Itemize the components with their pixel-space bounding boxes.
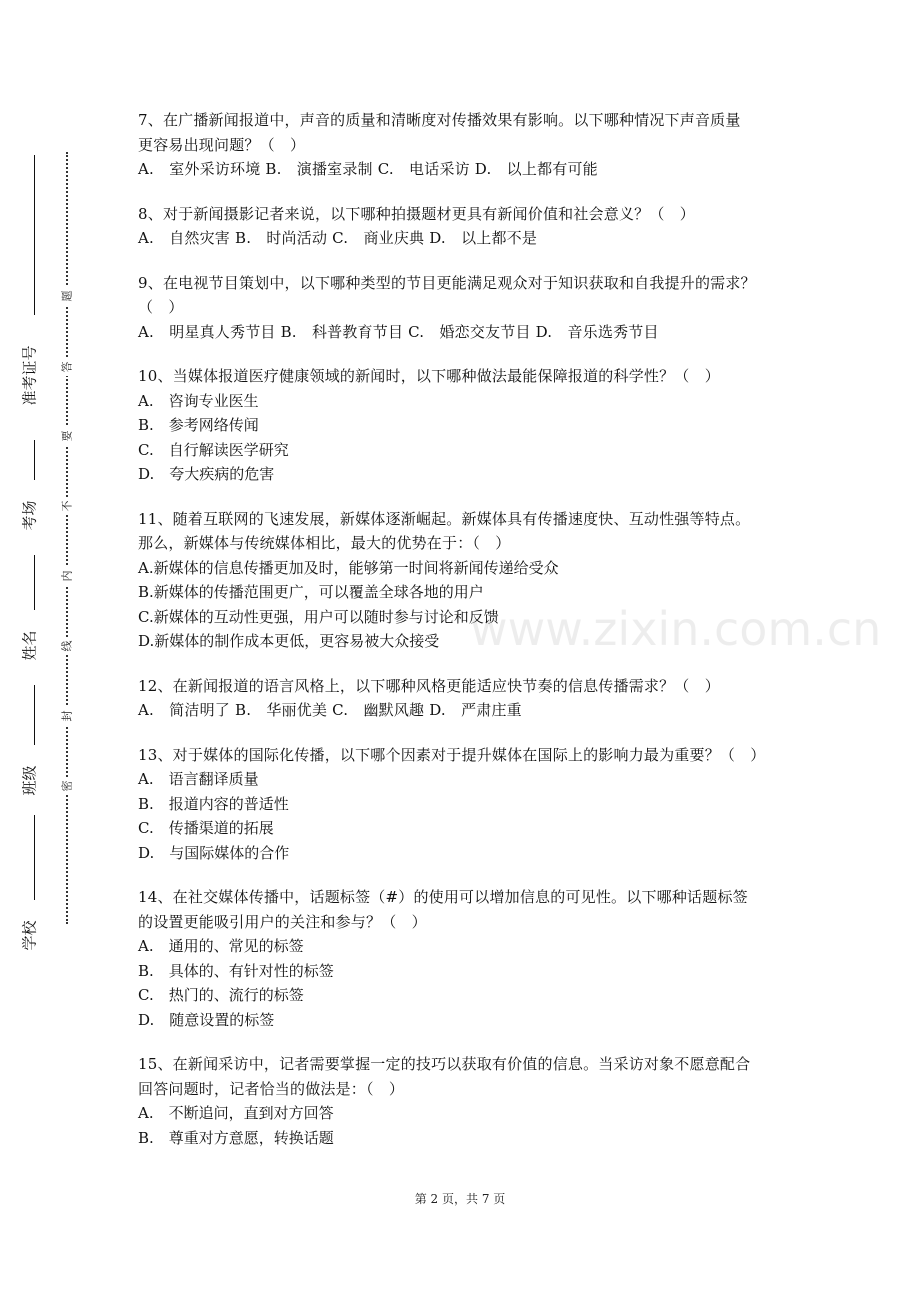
binding-field-exam-room bbox=[10, 485, 48, 545]
option-b: B. 报道内容的普适性 bbox=[138, 794, 289, 813]
question-stem: 14、在社交媒体传播中，话题标签（#）的使用可以增加信息的可见性。以下哪种话题标签 bbox=[138, 888, 748, 906]
question-stem: 更容易出现问题？（ ） bbox=[138, 135, 306, 154]
binding-field-label: 班级 bbox=[20, 764, 39, 796]
option-d: D. 夸大疾病的危害 bbox=[138, 465, 275, 483]
option-c: C.新媒体的互动性更强，用户可以随时参与讨论和反馈 bbox=[138, 607, 499, 626]
binding-field-class bbox=[10, 750, 48, 810]
question-stem: 15、在新闻采访中，记者需要掌握一定的技巧以获取有价值的信息。当采访对象不愿意配合 bbox=[138, 1055, 751, 1073]
question-stem: 那么，新媒体与传统媒体相比，最大的优势在于：（ ） bbox=[138, 534, 511, 552]
binding-field-label: 姓名 bbox=[20, 629, 39, 661]
binding-field-name bbox=[10, 615, 48, 675]
option-d: D. 随意设置的标签 bbox=[138, 1010, 275, 1029]
question-stem: 12、在新闻报道的语言风格上，以下哪种风格更能适应快节奏的信息传播需求？（ ） bbox=[138, 676, 720, 695]
question-11 bbox=[138, 507, 798, 654]
option-a: A. 不断追问，直到对方回答 bbox=[138, 1104, 334, 1122]
question-options: A. 简洁明了 B. 华丽优美 C. 幽默风趣 D. 严肃庄重 bbox=[138, 701, 522, 719]
question-options: A. 自然灾害 B. 时尚活动 C. 商业庆典 D. 以上都不是 bbox=[138, 229, 538, 247]
option-b: B. 具体的、有针对性的标签 bbox=[138, 961, 334, 980]
binding-field-label: 准考证号 bbox=[20, 344, 39, 406]
page-footer: 第 2 页，共 7 页 bbox=[414, 1192, 506, 1206]
seal-dotted-line bbox=[66, 152, 68, 924]
question-stem: 的设置更能吸引用户的关注和参与？（ ） bbox=[138, 912, 427, 931]
question-8 bbox=[138, 202, 798, 251]
seal-char: 密 bbox=[58, 777, 76, 795]
seal-char: 不 bbox=[58, 497, 76, 515]
question-stem: 8、对于新闻摄影记者来说，以下哪种拍摄题材更具有新闻价值和社会意义？（ ） bbox=[138, 204, 695, 223]
option-a: A.新媒体的信息传播更加及时，能够第一时间将新闻传递给受众 bbox=[138, 558, 559, 577]
seal-char: 要 bbox=[58, 427, 76, 445]
question-10 bbox=[138, 364, 798, 487]
question-stem: 10、当媒体报道医疗健康领域的新闻时，以下哪种做法最能保障报道的科学性？（ ） bbox=[138, 367, 720, 385]
binding-field-label: 学校 bbox=[20, 919, 39, 951]
question-13 bbox=[138, 743, 798, 866]
seal-char: 线 bbox=[58, 637, 76, 655]
binding-field-label: 考场 bbox=[20, 499, 39, 531]
question-12 bbox=[138, 674, 798, 723]
option-b: B.新媒体的传播范围更广，可以覆盖全球各地的用户 bbox=[138, 583, 484, 601]
option-a: A. 咨询专业医生 bbox=[138, 391, 259, 410]
seal-char: 封 bbox=[58, 707, 76, 725]
binding-field-exam-number bbox=[10, 320, 48, 430]
watermark: www.zixin.com.cn bbox=[470, 602, 882, 656]
question-stem: 13、对于媒体的国际化传播，以下哪个因素对于提升媒体在国际上的影响力最为重要？（ ） bbox=[138, 745, 766, 764]
question-14 bbox=[138, 885, 798, 1032]
option-b: B. 参考网络传闻 bbox=[138, 416, 259, 434]
question-options: A. 室外采访环境 B. 演播室录制 C. 电话采访 D. 以上都有可能 bbox=[138, 160, 598, 178]
option-c: C. 热门的、流行的标签 bbox=[138, 986, 304, 1004]
question-stem: 回答问题时，记者恰当的做法是：（ ） bbox=[138, 1079, 405, 1098]
seal-char: 答 bbox=[58, 358, 76, 376]
exam-room-underline bbox=[34, 440, 35, 480]
option-a: A. 通用的、常见的标签 bbox=[138, 937, 304, 955]
question-stem: 9、在电视节目策划中，以下哪种类型的节目更能满足观众对于知识获取和自我提升的需求？ bbox=[138, 273, 756, 292]
question-7 bbox=[138, 108, 798, 182]
question-list bbox=[138, 108, 798, 1170]
option-d: D. 与国际媒体的合作 bbox=[138, 843, 290, 862]
option-a: A. 语言翻译质量 bbox=[138, 770, 259, 788]
class-underline bbox=[34, 685, 35, 745]
question-options: A. 明星真人秀节目 B. 科普教育节目 C. 婚恋交友节目 D. 音乐选秀节目 bbox=[138, 322, 659, 341]
question-stem: 7、在广播新闻报道中，声音的质量和清晰度对传播效果有影响。以下哪种情况下声音质量 bbox=[138, 111, 741, 129]
option-c: C. 传播渠道的拓展 bbox=[138, 819, 274, 837]
seal-char: 题 bbox=[58, 287, 76, 305]
option-c: C. 自行解读医学研究 bbox=[138, 440, 289, 459]
option-d: D.新媒体的制作成本更低，更容易被大众接受 bbox=[138, 632, 440, 650]
name-underline bbox=[34, 555, 35, 610]
seal-char: 内 bbox=[58, 567, 76, 585]
exam-number-underline bbox=[34, 155, 35, 315]
binding-field-school bbox=[10, 905, 48, 965]
school-underline bbox=[34, 815, 35, 900]
question-9 bbox=[138, 271, 798, 345]
question-stem: 11、随着互联网的飞速发展，新媒体逐渐崛起。新媒体具有传播速度快、互动性强等特点。 bbox=[138, 509, 751, 528]
question-stem: （ ） bbox=[138, 298, 184, 316]
question-15 bbox=[138, 1052, 798, 1150]
option-b: B. 尊重对方意愿，转换话题 bbox=[138, 1128, 334, 1147]
